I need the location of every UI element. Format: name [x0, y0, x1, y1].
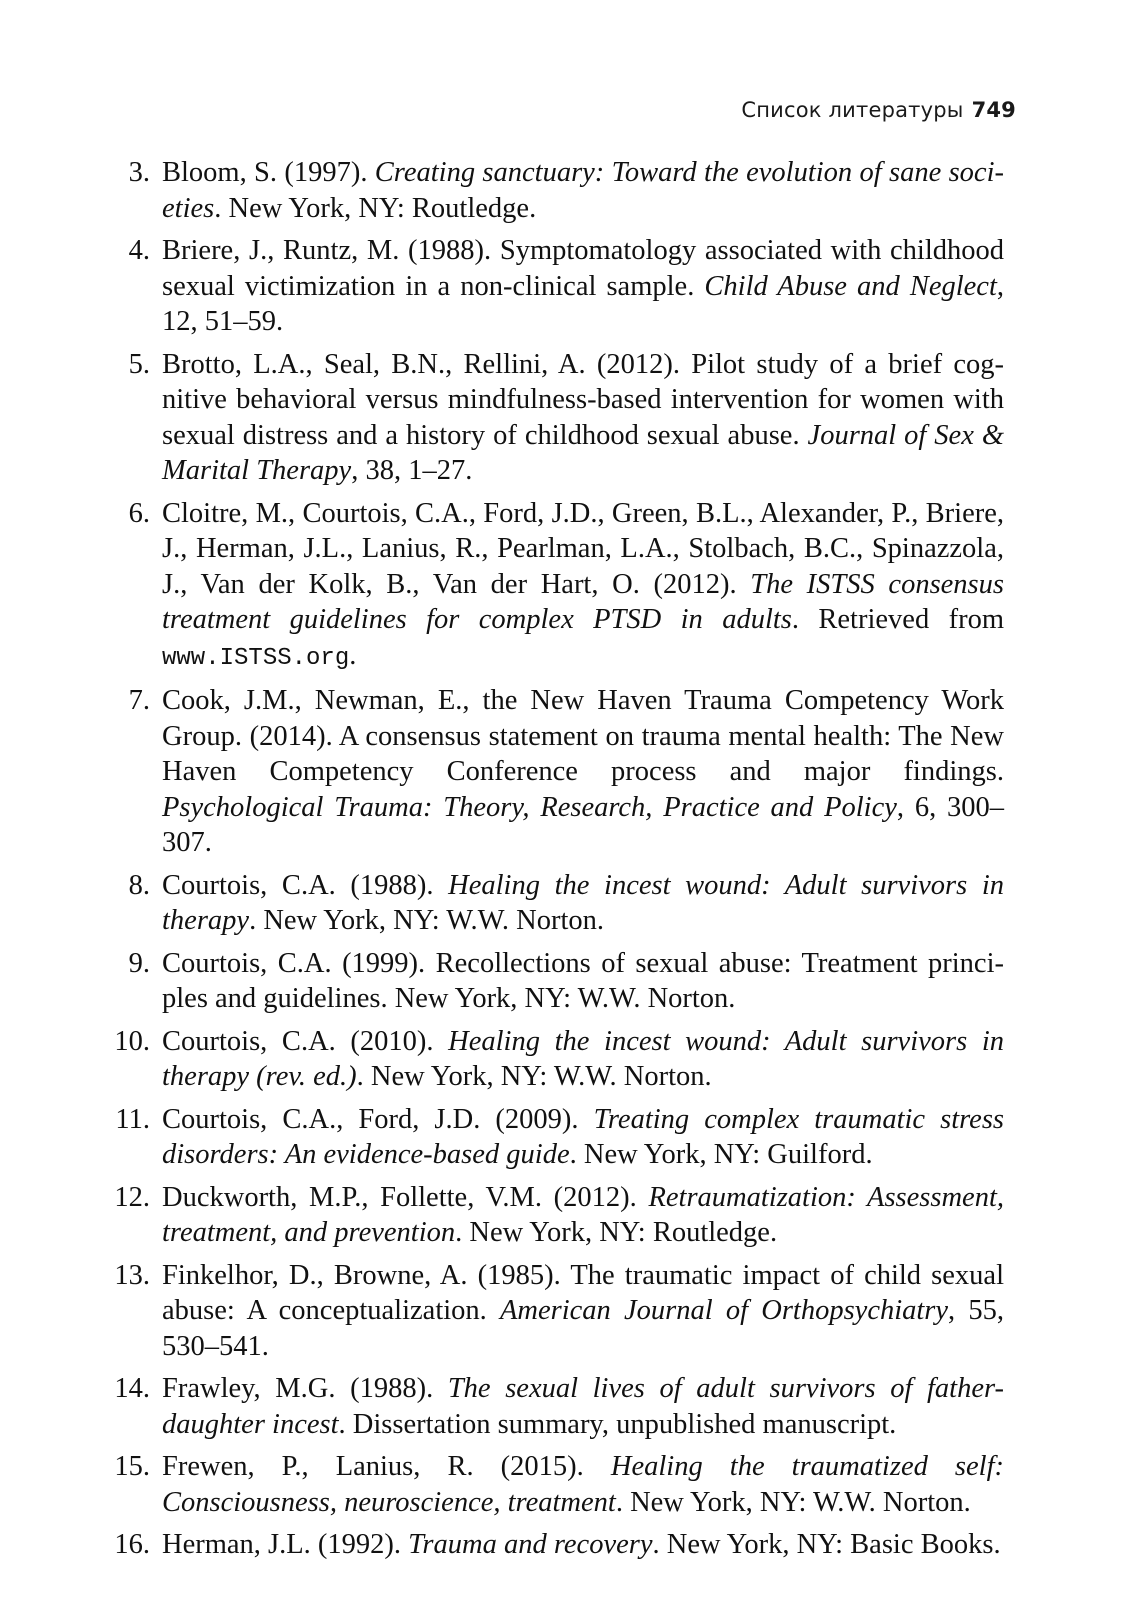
reference-segment: . New York, NY: Routledge. — [214, 192, 537, 224]
reference-segment: . New York, NY: W.W. Norton. — [356, 1061, 712, 1092]
reference-list — [108, 155, 1004, 1570]
reference-number: 3. — [128, 157, 150, 188]
reference-title: Retraumatization: Assessment, treatment, and prevention — [162, 1181, 1004, 1248]
reference-segment: . New York, NY: W.W. Norton. — [249, 905, 605, 936]
reference-number: 4. — [128, 235, 150, 266]
reference-title: Creating sanctuary: Toward the evolution of sane societies — [162, 157, 1004, 224]
reference-entry — [108, 233, 1004, 340]
reference-segment: . New York, NY: W.W. Norton. — [615, 1486, 971, 1518]
reference-segment: . Retrieved from — [791, 604, 1004, 635]
reference-text — [162, 233, 1004, 340]
reference-url: www.ISTSS.org — [162, 644, 350, 672]
reference-text — [162, 868, 1004, 939]
reference-segment: Briere, J., Runtz, M. (1988). Symptomatology associated with childhood sexual victimization in a non-clinical sample. — [162, 235, 1004, 302]
reference-number: 12. — [114, 1181, 150, 1213]
reference-title: Psychological Trauma: Theory, Research, Practice and Policy — [162, 791, 897, 823]
reference-entry — [108, 1371, 1004, 1442]
reference-title: Journal of Sex & Marital Therapy — [162, 419, 1004, 486]
reference-text — [162, 946, 1004, 1017]
reference-number: 7. — [128, 685, 150, 716]
reference-segment: Courtois, C.A., Ford, J.D. (2009). — [162, 1103, 594, 1135]
reference-segment: . Dissertation summary, unpublished manuscript. — [338, 1408, 897, 1440]
reference-segment: Cook, J.M., Newman, E., the New Haven Trauma Competency Work Group. (2014). A consensus statement on trauma mental health: The New Haven Competency Conference process and major findings. — [162, 685, 1004, 787]
reference-segment: , 12, 51–59. — [162, 270, 1004, 337]
reference-entry — [108, 946, 1004, 1017]
reference-segment: . New York, NY: Routledge. — [455, 1217, 778, 1248]
reference-number: 6. — [128, 497, 150, 529]
reference-entry — [108, 1258, 1004, 1365]
reference-title: The ISTSS consensus treatment guidelines for complex PTSD in adults — [162, 568, 1004, 635]
reference-segment: . — [349, 639, 357, 671]
page-number: 749 — [971, 98, 1016, 122]
reference-segment: Bloom, S. (1997). — [162, 157, 375, 188]
reference-title: American Journal of Orthopsychiatry — [499, 1295, 949, 1326]
reference-segment: Finkelhor, D., Browne, A. (1985). The traumatic impact of child sexual abuse: A conceptualization. — [162, 1259, 1004, 1326]
reference-text — [162, 1258, 1004, 1365]
running-header — [741, 98, 1016, 122]
reference-segment: Courtois, C.A. (1999). Recollections of sexual abuse: Treatment principles and guidelines. New York, NY: W.W. Norton. — [162, 947, 1004, 1014]
reference-number: 10. — [114, 1025, 150, 1057]
running-header-title: Список литературы — [741, 98, 964, 122]
reference-text — [162, 496, 1004, 677]
reference-segment: , 6, 300–307. — [162, 791, 1004, 858]
reference-text — [162, 1102, 1004, 1173]
reference-segment: Brotto, L.A., Seal, B.N., Rellini, A. (2012). Pilot study of a brief cognitive behavioral versus mindfulness-based intervention for women with sexual distress and a history of childhood sexual abuse. — [162, 348, 1004, 451]
reference-text — [162, 155, 1004, 226]
reference-entry — [108, 1102, 1004, 1173]
reference-number: 14. — [114, 1373, 150, 1404]
reference-entry — [108, 868, 1004, 939]
reference-segment: . New York, NY: Basic Books. — [652, 1529, 1001, 1560]
reference-entry — [108, 1024, 1004, 1095]
reference-entry — [108, 683, 1004, 861]
reference-text — [162, 1449, 1004, 1520]
reference-title: Treating complex traumatic stress disorders: An evidence-based guide — [162, 1103, 1005, 1170]
reference-number: 16. — [114, 1529, 150, 1560]
reference-title: Healing the traumatized self: Consciousness, neuroscience, treatment — [162, 1451, 1004, 1518]
reference-segment: Courtois, C.A. (2010). — [162, 1025, 449, 1057]
reference-title: The sexual lives of adult survivors of father-daughter incest — [162, 1373, 1004, 1440]
reference-segment: Frewen, P., Lanius, R. (2015). — [162, 1451, 611, 1482]
reference-text — [162, 683, 1004, 861]
reference-entry — [108, 155, 1004, 226]
reference-title: Healing the incest wound: Adult survivors in therapy — [162, 869, 1005, 936]
reference-number: 5. — [128, 348, 150, 380]
reference-segment: Frawley, M.G. (1988). — [162, 1373, 448, 1404]
reference-title: Healing the incest wound: Adult survivors in therapy (rev. ed.) — [162, 1025, 1005, 1092]
reference-text — [162, 347, 1004, 489]
reference-number: 15. — [114, 1451, 150, 1482]
reference-segment: , 55, 530–541. — [162, 1295, 1005, 1362]
reference-text — [162, 1024, 1004, 1095]
reference-entry — [108, 1449, 1004, 1520]
reference-title: Child Abuse and Neglect — [704, 270, 997, 302]
reference-entry — [108, 496, 1004, 677]
reference-number: 11. — [115, 1103, 150, 1135]
reference-text — [162, 1180, 1004, 1251]
reference-segment: , 38, 1–27. — [351, 455, 473, 486]
reference-text — [162, 1527, 1004, 1563]
reference-segment: Herman, J.L. (1992). — [162, 1529, 409, 1560]
reference-number: 9. — [128, 947, 150, 979]
reference-segment: . New York, NY: Guilford. — [569, 1139, 873, 1170]
reference-segment: Duckworth, M.P., Follette, V.M. (2012). — [162, 1181, 649, 1213]
reference-entry — [108, 1180, 1004, 1251]
reference-number: 8. — [128, 869, 150, 901]
reference-title: Trauma and recovery — [408, 1529, 653, 1560]
reference-entry — [108, 347, 1004, 489]
reference-segment: Courtois, C.A. (1988). — [162, 869, 449, 901]
reference-segment: Cloitre, M., Courtois, C.A., Ford, J.D., Green, B.L., Alexander, P., Briere, J., Herman, J.L., Lanius, R., Pearlman, L.A., Stolbach, B.C., Spinazzola, J., Van der Kolk, B., Van der Hart, O. (2012). — [162, 497, 1004, 600]
reference-number: 13. — [114, 1259, 150, 1291]
reference-entry — [108, 1527, 1004, 1563]
reference-text — [162, 1371, 1004, 1442]
